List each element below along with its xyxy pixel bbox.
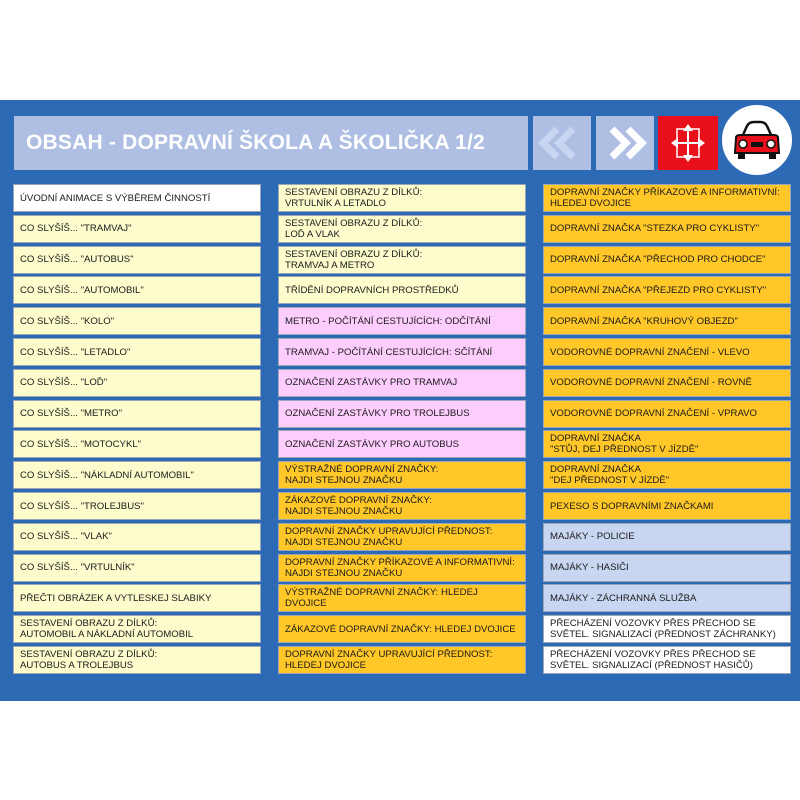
home-button[interactable] bbox=[719, 102, 795, 178]
menu-item[interactable]: PEXESO S DOPRAVNÍMI ZNAČKAMI bbox=[543, 492, 791, 520]
menu-item[interactable]: SESTAVENÍ OBRAZU Z DÍLKŮ: AUTOBUS A TROLEJBUS bbox=[13, 646, 261, 674]
menu-item[interactable]: ZÁKAZOVÉ DOPRAVNÍ ZNAČKY: HLEDEJ DVOJICE bbox=[278, 615, 526, 643]
double-chevron-right-icon bbox=[596, 116, 654, 170]
menu-item[interactable]: VODOROVNÉ DOPRAVNÍ ZNAČENÍ - VLEVO bbox=[543, 338, 791, 366]
menu-item[interactable]: DOPRAVNÍ ZNAČKY UPRAVUJÍCÍ PŘEDNOST: HLEDEJ DVOJICE bbox=[278, 646, 526, 674]
next-page-button[interactable] bbox=[596, 116, 654, 170]
menu-item[interactable]: TŘÍDĚNÍ DOPRAVNÍCH PROSTŘEDKŮ bbox=[278, 276, 526, 304]
page-title: OBSAH - DOPRAVNÍ ŠKOLA A ŠKOLIČKA 1/2 bbox=[26, 131, 485, 154]
menu-item[interactable]: TRAMVAJ - POČÍTÁNÍ CESTUJÍCÍCH: SČÍTÁNÍ bbox=[278, 338, 526, 366]
menu-item[interactable]: CO SLYŠÍŠ... "AUTOMOBIL" bbox=[13, 276, 261, 304]
overview-button[interactable] bbox=[658, 116, 718, 170]
menu-item[interactable]: VODOROVNÉ DOPRAVNÍ ZNAČENÍ - ROVNĚ bbox=[543, 369, 791, 397]
menu-item[interactable]: CO SLYŠÍŠ... "VLAK" bbox=[13, 523, 261, 551]
double-chevron-left-icon bbox=[533, 116, 591, 170]
menu-item[interactable]: CO SLYŠÍŠ... "TROLEJBUS" bbox=[13, 492, 261, 520]
title-bar bbox=[14, 116, 528, 170]
menu-item[interactable]: SESTAVENÍ OBRAZU Z DÍLKŮ: AUTOMOBIL A NÁKLADNÍ AUTOMOBIL bbox=[13, 615, 261, 643]
menu-item[interactable]: OZNAČENÍ ZASTÁVKY PRO TROLEJBUS bbox=[278, 400, 526, 428]
menu-item[interactable]: DOPRAVNÍ ZNAČKA "PŘEJEZD PRO CYKLISTY" bbox=[543, 276, 791, 304]
menu-item[interactable]: SESTAVENÍ OBRAZU Z DÍLKŮ: VRTULNÍK A LETADLO bbox=[278, 184, 526, 212]
menu-item[interactable]: DOPRAVNÍ ZNAČKA "STŮJ, DEJ PŘEDNOST V JÍZDĚ" bbox=[543, 430, 791, 458]
menu-item[interactable]: CO SLYŠÍŠ... "VRTULNÍK" bbox=[13, 554, 261, 582]
menu-item[interactable]: CO SLYŠÍŠ... "TRAMVAJ" bbox=[13, 215, 261, 243]
menu-item[interactable]: OZNAČENÍ ZASTÁVKY PRO AUTOBUS bbox=[278, 430, 526, 458]
menu-item[interactable]: CO SLYŠÍŠ... "LOĎ" bbox=[13, 369, 261, 397]
menu-item[interactable]: MAJÁKY - HASIČI bbox=[543, 554, 791, 582]
menu-item[interactable]: ZÁKAZOVÉ DOPRAVNÍ ZNAČKY: NAJDI STEJNOU ZNAČKU bbox=[278, 492, 526, 520]
menu-item[interactable]: PŘECHÁZENÍ VOZOVKY PŘES PŘECHOD SE SVĚTEL. SIGNALIZACÍ (PŘEDNOST HASIČŮ) bbox=[543, 646, 791, 674]
menu-item[interactable]: DOPRAVNÍ ZNAČKY UPRAVUJÍCÍ PŘEDNOST: NAJDI STEJNOU ZNAČKU bbox=[278, 523, 526, 551]
menu-item[interactable]: MAJÁKY - ZÁCHRANNÁ SLUŽBA bbox=[543, 584, 791, 612]
menu-item[interactable]: SESTAVENÍ OBRAZU Z DÍLKŮ: TRAMVAJ A METRO bbox=[278, 246, 526, 274]
menu-board bbox=[0, 100, 800, 701]
menu-item[interactable]: OZNAČENÍ ZASTÁVKY PRO TRAMVAJ bbox=[278, 369, 526, 397]
menu-item[interactable]: PŘEČTI OBRÁZEK A VYTLESKEJ SLABIKY bbox=[13, 584, 261, 612]
menu-item[interactable]: CO SLYŠÍŠ... "NÁKLADNÍ AUTOMOBIL" bbox=[13, 461, 261, 489]
menu-item[interactable]: PŘECHÁZENÍ VOZOVKY PŘES PŘECHOD SE SVĚTEL. SIGNALIZACÍ (PŘEDNOST ZÁCHRANKY) bbox=[543, 615, 791, 643]
menu-item[interactable]: DOPRAVNÍ ZNAČKA "KRUHOVÝ OBJEZD" bbox=[543, 307, 791, 335]
menu-item[interactable]: CO SLYŠÍŠ... "LETADLO" bbox=[13, 338, 261, 366]
menu-item[interactable]: VODOROVNÉ DOPRAVNÍ ZNAČENÍ - VPRAVO bbox=[543, 400, 791, 428]
menu-item[interactable]: ÚVODNÍ ANIMACE S VÝBĚREM ČINNOSTÍ bbox=[13, 184, 261, 212]
menu-item[interactable]: DOPRAVNÍ ZNAČKA "STEZKA PRO CYKLISTY" bbox=[543, 215, 791, 243]
previous-page-button[interactable] bbox=[533, 116, 591, 170]
menu-item[interactable]: METRO - POČÍTÁNÍ CESTUJÍCÍCH: ODČÍTÁNÍ bbox=[278, 307, 526, 335]
menu-item[interactable]: DOPRAVNÍ ZNAČKA "PŘECHOD PRO CHODCE" bbox=[543, 246, 791, 274]
menu-item[interactable]: MAJÁKY - POLICIE bbox=[543, 523, 791, 551]
menu-item[interactable]: CO SLYŠÍŠ... "AUTOBUS" bbox=[13, 246, 261, 274]
red-car-front-icon bbox=[722, 105, 792, 175]
menu-item[interactable]: DOPRAVNÍ ZNAČKY PŘÍKAZOVÉ A INFORMATIVNÍ: NAJDI STEJNOU ZNAČKU bbox=[278, 554, 526, 582]
menu-item[interactable]: VÝSTRAŽNÉ DOPRAVNÍ ZNAČKY: NAJDI STEJNOU ZNAČKU bbox=[278, 461, 526, 489]
menu-item[interactable]: VÝSTRAŽNÉ DOPRAVNÍ ZNAČKY: HLEDEJ DVOJICE bbox=[278, 584, 526, 612]
menu-item[interactable]: DOPRAVNÍ ZNAČKA "DEJ PŘEDNOST V JÍZDĚ" bbox=[543, 461, 791, 489]
menu-item[interactable]: CO SLYŠÍŠ... "METRO" bbox=[13, 400, 261, 428]
menu-item[interactable]: DOPRAVNÍ ZNAČKY PŘÍKAZOVÉ A INFORMATIVNÍ: HLEDEJ DVOJICE bbox=[543, 184, 791, 212]
menu-item[interactable]: CO SLYŠÍŠ... "KOLO" bbox=[13, 307, 261, 335]
menu-item[interactable]: CO SLYŠÍŠ... "MOTOCYKL" bbox=[13, 430, 261, 458]
four-arrows-icon bbox=[658, 116, 718, 170]
menu-item[interactable]: SESTAVENÍ OBRAZU Z DÍLKŮ: LOĎ A VLAK bbox=[278, 215, 526, 243]
